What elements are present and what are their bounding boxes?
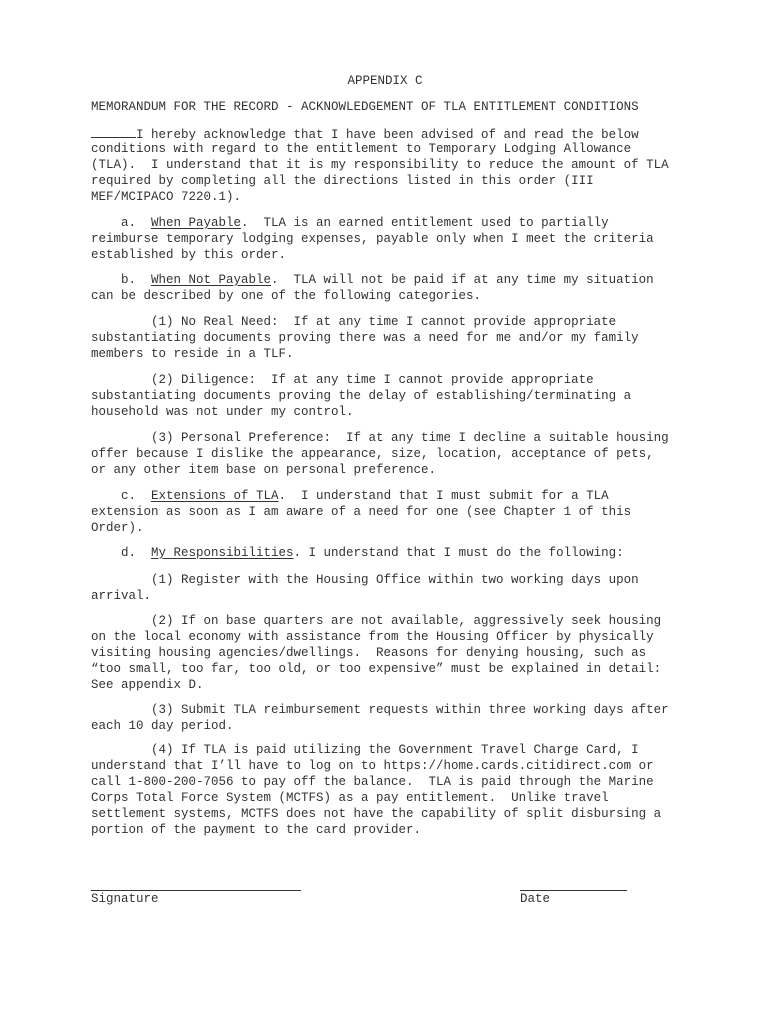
text-line: (2) Diligence: If at any time I cannot provide appropriate (151, 373, 594, 387)
memo-title: MEMORANDUM FOR THE RECORD - ACKNOWLEDGEMENT OF TLA ENTITLEMENT CONDITIONS (91, 100, 639, 114)
text-line: . I understand that I must do the following: (293, 546, 624, 560)
text-line: (4) If TLA is paid utilizing the Government Travel Charge Card, I (151, 743, 639, 757)
text-line: on the local economy with assistance from the Housing Officer by physically (91, 630, 654, 644)
text-line: arrival. (91, 589, 152, 603)
appendix-title: APPENDIX C (347, 74, 423, 88)
text-line: portion of the payment to the card provider. (91, 823, 422, 837)
text-line: . TLA will not be paid if at any time my situation (271, 273, 654, 287)
section-d4 (91, 742, 691, 838)
text-line: extension as soon as I am aware of a need for one (see Chapter 1 of this (91, 505, 632, 519)
text-line: (2) If on base quarters are not available, aggressively seek housing (151, 614, 662, 628)
text-line: settlement systems, MCTFS does not have the capability of split disbursing a (91, 807, 662, 821)
section-label: b. (121, 273, 152, 287)
text-line: See appendix D. (91, 678, 204, 692)
text-line: conditions with regard to the entitlement to Temporary Lodging Allowance (91, 142, 632, 156)
text-line: established by this order. (91, 248, 287, 262)
section-heading: When Not Payable (151, 273, 272, 287)
section-d1 (91, 572, 691, 604)
section-c (91, 488, 691, 536)
text-line: MEF/MCIPACO 7220.1). (91, 190, 242, 204)
initials-blank[interactable] (91, 125, 136, 138)
section-d2 (91, 613, 691, 693)
text-line: . I understand that I must submit for a TLA (278, 489, 609, 503)
text-line: Corps Total Force System (MCTFS) as a pay entitlement. Unlike travel (91, 791, 609, 805)
text-line: (1) No Real Need: If at any time I cannot provide appropriate (151, 315, 617, 329)
text-line: household was not under my control. (91, 405, 354, 419)
text-line: (1) Register with the Housing Office within two working days upon (151, 573, 639, 587)
text-line: members to reside in a TLF. (91, 347, 294, 361)
section-d (91, 545, 691, 561)
text-line: . TLA is an earned entitlement used to partially (241, 216, 609, 230)
section-heading: My Responsibilities (151, 546, 294, 560)
section-a (91, 215, 691, 263)
section-b1 (91, 314, 691, 362)
text-line: “too small, too far, too old, or too expensive” must be explained in detail: (91, 662, 662, 676)
section-label: a. (121, 216, 152, 230)
date-label: Date (520, 892, 551, 906)
intro-paragraph (91, 125, 691, 205)
text-line: understand that I’ll have to log on to https://home.cards.citidirect.com or (91, 759, 654, 773)
text-line: substantiating documents proving there was a need for me and/or my family (91, 331, 639, 345)
section-d3 (91, 702, 691, 734)
section-label: c. (121, 489, 152, 503)
text-line: or any other item base on personal preference. (91, 463, 437, 477)
section-heading: When Payable (151, 216, 242, 230)
text-line: visiting housing agencies/dwellings. Reasons for denying housing, such as (91, 646, 647, 660)
text-line: substantiating documents proving the delay of establishing/terminating a (91, 389, 632, 403)
text-line: (TLA). I understand that it is my responsibility to reduce the amount of TLA (91, 158, 669, 172)
section-b (91, 272, 691, 304)
text-line: (3) Personal Preference: If at any time I decline a suitable housing (151, 431, 669, 445)
text-line: (3) Submit TLA reimbursement requests within three working days after (151, 703, 669, 717)
text-line: reimburse temporary lodging expenses, payable only when I meet the criteria (91, 232, 654, 246)
text-line: each 10 day period. (91, 719, 234, 733)
text-line: can be described by one of the following categories. (91, 289, 482, 303)
text-line: call 1-800-200-7056 to pay off the balance. TLA is paid through the Marine (91, 775, 654, 789)
section-heading: Extensions of TLA (151, 489, 279, 503)
text-line: I hereby acknowledge that I have been advised of and read the below (136, 128, 639, 142)
signature-label: Signature (91, 892, 159, 906)
section-b2 (91, 372, 691, 420)
section-label: d. (121, 546, 152, 560)
text-line: required by completing all the directions listed in this order (III (91, 174, 594, 188)
text-line: offer because I dislike the appearance, size, location, acceptance of pets, (91, 447, 654, 461)
text-line: Order). (91, 521, 144, 535)
section-b3 (91, 430, 691, 478)
